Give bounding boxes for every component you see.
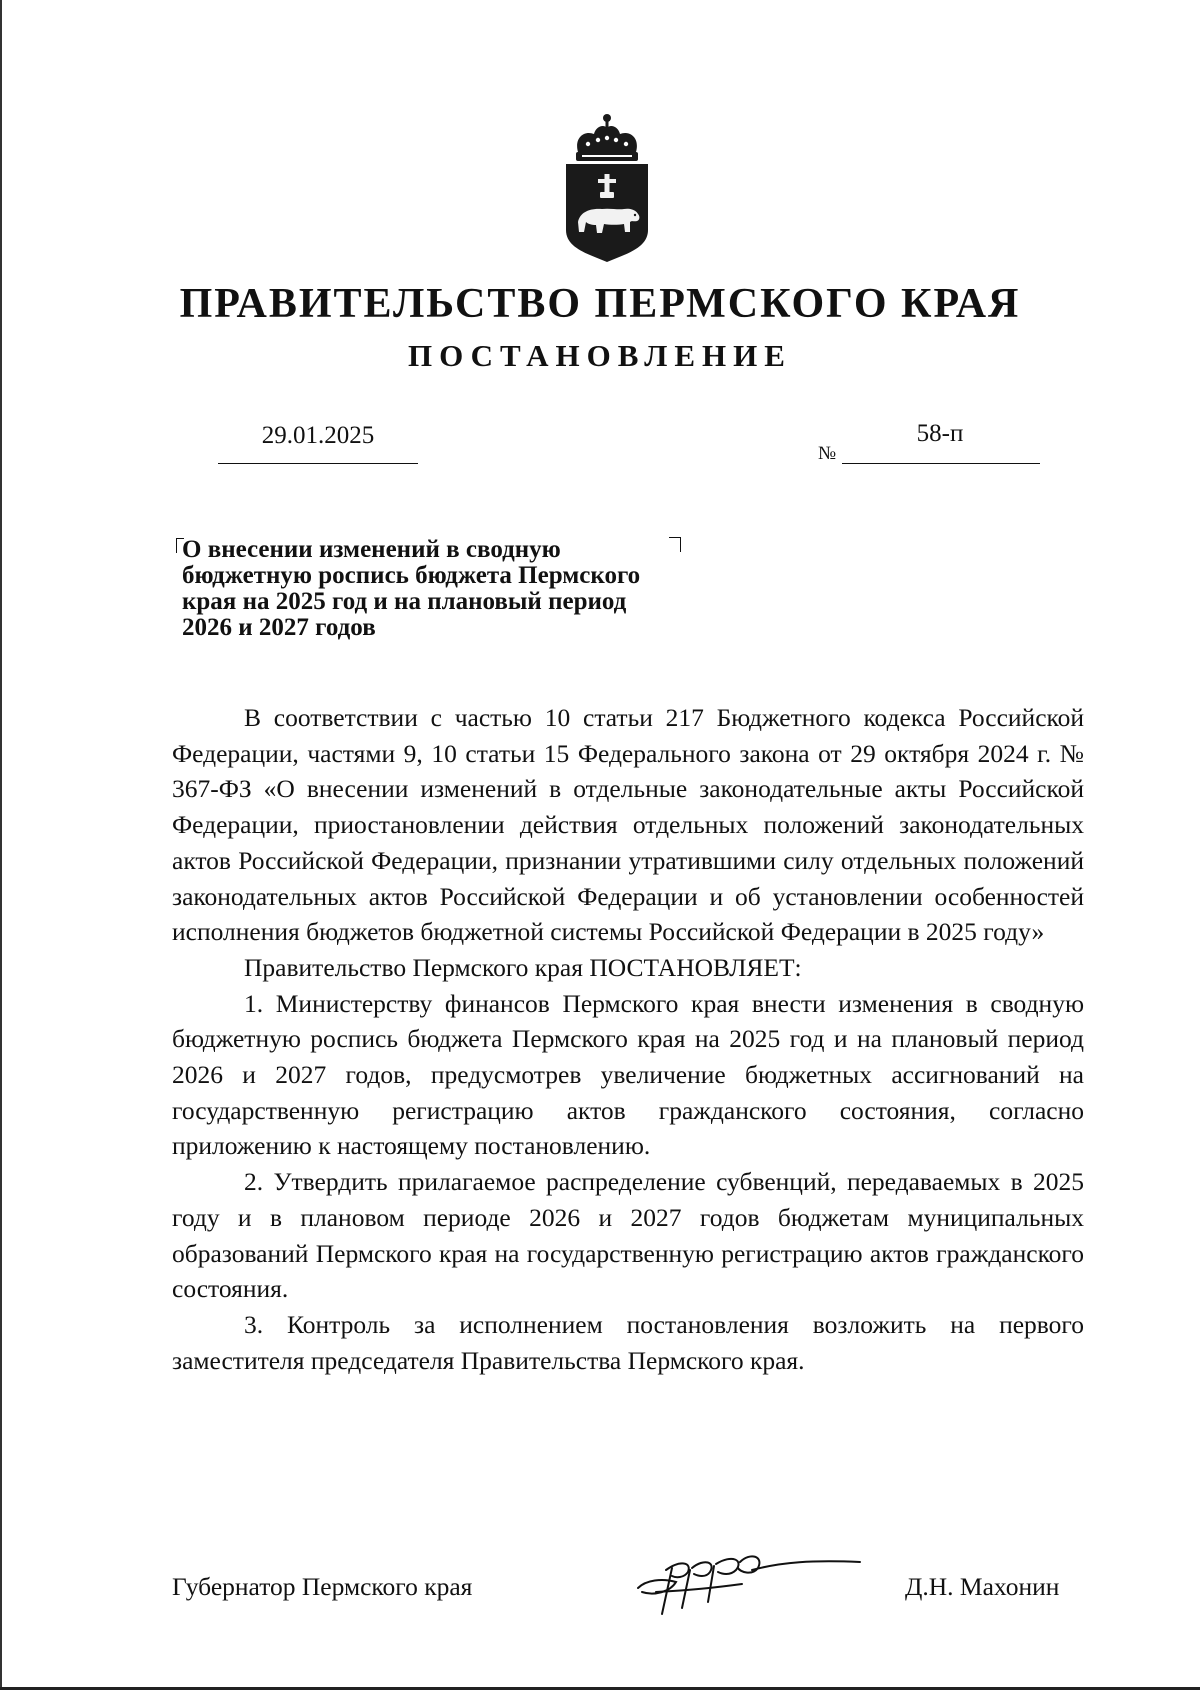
subject-line: бюджетную роспись бюджета Пермского — [182, 562, 641, 589]
document-type: ПОСТАНОВЛЕНИЕ — [408, 338, 792, 373]
document-body — [172, 700, 1084, 1378]
clause-2: 2. Утвердить прилагаемое распределение субвенций, передаваемых в 2025 году и в плановом периоде 2026 и 2027 годов бюджетам муниципальных образований Пермского края на государственную регистрацию актов гражданского состояния. — [172, 1167, 1084, 1304]
document-number: 58-п — [916, 420, 964, 447]
preamble-paragraph: В соответствии с частью 10 статьи 217 Бюджетного кодекса Российской Федерации, частями 9, 10 статьи 15 Федерального закона от 29 октября 2024 г. № 367-ФЗ «О внесении изменений в отдельные законодательные акты Российской Федерации, приостановлении действия отдельных положений законодательных актов Российской Федерации, признании утратившими силу отдельных положений законодательных актов Российской Федерации и об установлении особенностей исполнения бюджетов бюджетной системы Российской Федерации в 2025 году» — [172, 703, 1084, 947]
signatory-title: Губернатор Пермского края — [172, 1572, 473, 1601]
document-date: 29.01.2025 — [261, 422, 375, 449]
handwritten-signature — [632, 1548, 862, 1618]
government-title: ПРАВИТЕЛЬСТВО ПЕРМСКОГО КРАЯ — [179, 281, 1021, 327]
subject-line: края на 2025 год и на плановый период — [182, 588, 627, 615]
subject-line: О внесении изменений в сводную — [182, 536, 561, 563]
number-underline — [842, 463, 1040, 464]
scan-edge-left — [0, 0, 2, 1690]
document-subject — [182, 537, 722, 641]
date-underline — [218, 463, 418, 464]
number-sign: № — [818, 443, 837, 464]
signatory-name: Д.Н. Махонин — [905, 1572, 1060, 1601]
coat-of-arms-icon — [560, 112, 654, 262]
subject-line: 2026 и 2027 годов — [182, 614, 376, 641]
clause-1: 1. Министерству финансов Пермского края внести изменения в сводную бюджетную роспись бюджета Пермского края на 2025 год и на плановый период 2026 и 2027 годов, предусмотрев увеличение бюджетных ассигнований на государственную регистрацию актов гражданского состояния, согласно приложению к настоящему постановлению. — [172, 988, 1084, 1161]
clause-3: 3. Контроль за исполнением постановления возложить на первого заместителя председателя Правительства Пермского края. — [172, 1309, 1084, 1375]
resolution-statement: Правительство Пермского края ПОСТАНОВЛЯЕТ: — [244, 952, 802, 982]
